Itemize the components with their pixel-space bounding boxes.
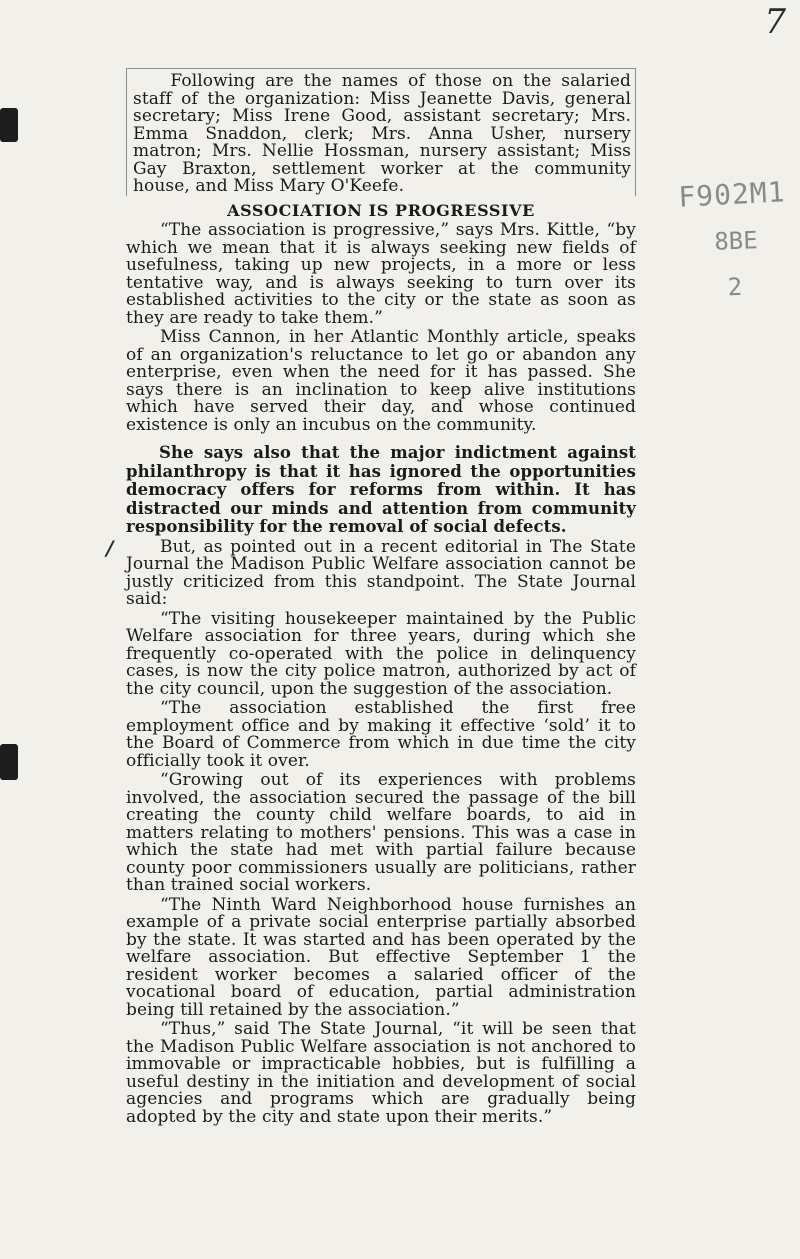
paragraph-child-welfare-boards: “Growing out of its experiences with problems involved, the association secured the passage of the bill creating the county child welfare boards, to aid in matters relating to mothers' pensions. This was a case in which the state had met with partial failure because county poor commissioners usually are politicians, rather than trained social workers. (126, 770, 636, 895)
paragraph-cannon-article: Miss Cannon, in her Atlantic Monthly article, speaks of an organization's reluctance to let go or abandon any enterprise, even when the need for it has passed. She says there is an inclination to keep alive institutions which have served their day, and whose continued existence is only an incubus on the community. (126, 327, 636, 435)
margin-note-sub: 8BE (713, 226, 759, 256)
page-number: 7 (764, 2, 786, 42)
margin-pencil-mark: / (106, 536, 114, 560)
margin-note-code: F902M1 (677, 175, 787, 214)
binding-clip-mark-top (0, 108, 18, 142)
margin-note-number: 2 (727, 272, 743, 302)
paragraph-conclusion: “Thus,” said The State Journal, “it will be seen that the Madison Public Welfare association is not anchored to immovable or impracticable hobbies, but is fulfilling a useful destiny in the initiation and development of social agencies and programs which are gradually being adopted by the city and state upon their merits.” (126, 1019, 636, 1127)
paragraph-state-journal-intro: But, as pointed out in a recent editorial in The State Journal the Madison Public Welfare association cannot be justly criticized from this standpoint. The State Journal said: (126, 536, 636, 609)
paragraph-ninth-ward-house: “The Ninth Ward Neighborhood house furnishes an example of a private social enterprise partially absorbed by the state. It was started and has been operated by the welfare association. But effective September 1 the resident worker becomes a salaried officer of the vocational board of education, partial administration being till retained by the association.” (126, 894, 636, 1020)
article-column (126, 68, 636, 1126)
binding-clip-mark-middle (0, 744, 18, 780)
paragraph-employment-office: “The association established the first free employment office and by making it effective ‘sold’ it to the Board of Commerce from which in due time the city officially took it over. (126, 698, 636, 771)
staff-paragraph: Following are the names of those on the salaried staff of the organization: Miss Jeanette Davis, general secretary; Miss Irene Good, assistant secretary; Mrs. Emma Snaddon, clerk; Mrs. Anna Usher, nursery matron; Mrs. Nellie Hossman, nursery assistant; Miss Gay Braxton, settlement worker at the community house, and Miss Mary O'Keefe. (126, 68, 636, 196)
handwritten-margin-notes (672, 172, 792, 310)
section-heading: ASSOCIATION IS PROGRESSIVE (227, 200, 535, 220)
paragraph-visiting-housekeeper: “The visiting housekeeper maintained by the Public Welfare association for three years, during which she frequently co-operated with the police in delinquency cases, is now the city police matron, authorized by act of the city council, upon the suggestion of the association. (126, 608, 636, 699)
paragraph-major-indictment: She says also that the major indictment against philanthropy is that it has ignored the opportunities democracy offers for reforms from within. It has distracted our minds and attention from community responsibility for the removal of social defects. (126, 443, 636, 536)
paragraph-kittle-quote: “The association is progressive,” says Mrs. Kittle, “by which we mean that it is always seeking new fields of usefulness, taking up new projects, in a more or less tentative way, and is always seeking to turn over its established activities to the city or the state as soon as they are ready to take them.” (126, 220, 636, 328)
